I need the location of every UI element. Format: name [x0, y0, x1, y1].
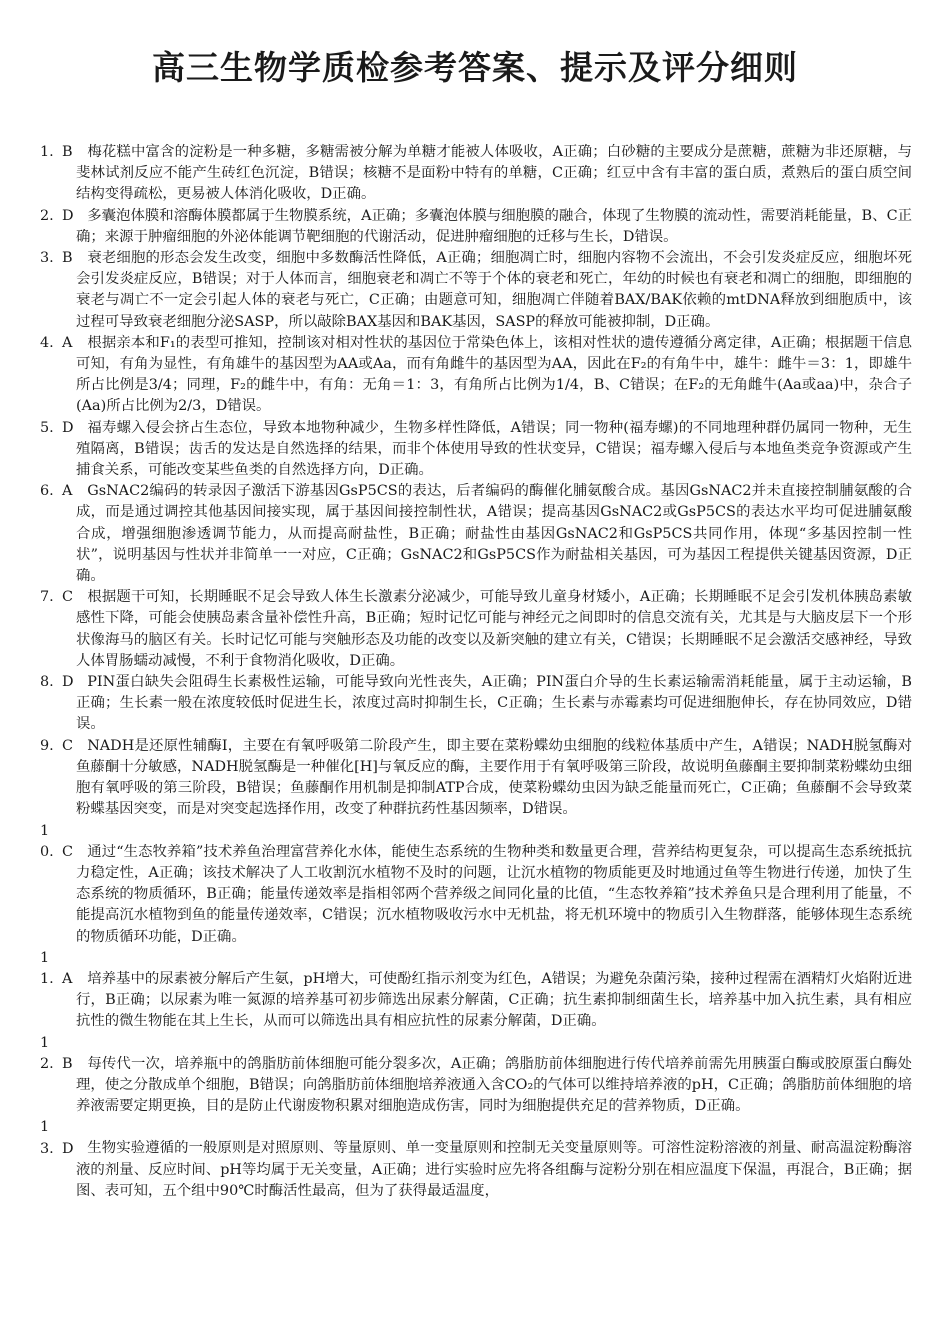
question-number: 2. — [40, 207, 54, 224]
explanation-text: 通过“生态牧养箱”技术养鱼治理富营养化水体，能使生态系统的生物种类和数量更合理，营养结构更复杂，可以提高生态系统抵抗力稳定性，A正确；该技术解决了人工收割沉水植物不及时的问题，让沉水植物的物质能更及时地通过鱼等生物进行传递，加快了生态系统的物质循环，B正确；能量传递效率是指相邻两个营养级之间同化量的比值，“生态牧养箱”技术养鱼只是合理利用了能量，不能提高沉水植物到鱼的能量传递效率，C错误；沉水植物吸收污水中无机盐，将无机环境中的物质引入生物群落，能够体现生态系统的物质循环功能，D正确。 — [76, 843, 912, 945]
explanation-text: 生物实验遵循的一般原则是对照原则、等量原则、单一变量原则和控制无关变量原则等。可溶性淀粉溶液的剂量、耐高温淀粉酶溶液的剂量、反应时间、pH等均属于无关变量，A正确；进行实验时应先将各组酶与淀粉分别在相应温度下保温，再混合，B正确；据图、表可知，五个组中90℃时酶活性最高，但为了获得最适温度， — [76, 1140, 912, 1199]
answer-letter: B — [62, 250, 73, 267]
explanation-text: 福寿螺入侵会挤占生态位，导致本地物种减少，生物多样性降低，A错误；同一物种(福寿螺)的不同地理种群仍属同一物种，无生殖隔离，B错误；齿舌的发达是自然选择的结果，而非个体使用导致的性状变异，C错误；福寿螺入侵后与本地鱼类竞争资源或产生捕食关系，可能改变某些鱼类的自然选择方向，D正确。 — [76, 419, 912, 479]
explanation-text: 衰老细胞的形态会发生改变，细胞中多数酶活性降低，A正确；细胞凋亡时，细胞内容物不会流出，不会引发炎症反应，细胞坏死会引发炎症反应，B错误；对于人体而言，细胞衰老和凋亡不等于个体的衰老和死亡，年幼的时候也有衰老和凋亡的细胞，即细胞的衰老与凋亡不一定会引起人体的衰老与死亡，C正确；由题意可知，细胞凋亡伴随着BAX/BAK依赖的mtDNA释放到细胞质中，该过程可导致衰老细胞分泌SASP，所以敲除BAX基因和BAK基因，SASP的释放可能被抑制，D正确。 — [76, 250, 912, 330]
answer-item — [40, 1117, 912, 1202]
answer-item — [40, 248, 912, 333]
answer-letter: D — [62, 674, 74, 691]
answer-letter: D — [62, 1140, 74, 1157]
explanation-text: 梅花糕中富含的淀粉是一种多糖，多糖需被分解为单糖才能被人体吸收，A正确；白砂糖的主要成分是蔗糖，蔗糖为非还原糖，与斐林试剂反应不能产生砖红色沉淀，B错误；核糖不是面粉中特有的单糖，C正确；红豆中含有丰富的蛋白质，煮熟后的蛋白质空间结构变得疏松，更易被人体消化吸收，D正确。 — [76, 144, 912, 203]
answer-item — [40, 672, 912, 736]
question-number: 10. — [40, 822, 54, 860]
answer-letter: C — [62, 589, 74, 606]
answer-item — [40, 206, 912, 248]
answer-item — [40, 1033, 912, 1118]
question-number: 3. — [40, 250, 54, 267]
explanation-text: 每传代一次，培养瓶中的鸽脂肪前体细胞可能分裂多次，A正确；鸽脂肪前体细胞进行传代培养前需先用胰蛋白酶或胶原蛋白酶处理，使之分散成单个细胞，B错误；向鸽脂肪前体细胞培养液通入含CO₂的气体可以维持培养液的pH，C正确；鸽脂肪前体细胞的培养液需要定期更换，目的是防止代谢废物积累对细胞造成伤害，同时为细胞提供充足的营养物质，D正确。 — [76, 1055, 912, 1115]
explanation-text: PIN蛋白缺失会阻碍生长素极性运输，可能导致向光性丧失，A正确；PIN蛋白介导的生长素运输需消耗能量，属于主动运输，B正确；生长素一般在浓度较低时促进生长，浓度过高时抑制生长，C正确；生长素与赤霉素均可促进细胞伸长，存在协同效应，D错误。 — [76, 674, 912, 733]
explanation-text: NADH是还原性辅酶Ⅰ，主要在有氧呼吸第二阶段产生，即主要在菜粉蝶幼虫细胞的线粒体基质中产生，A错误；NADH脱氢酶对鱼藤酮十分敏感，NADH脱氢酶是一种催化[H]与氧反应的酶，主要作用于有氧呼吸第三阶段，故说明鱼藤酮主要抑制菜粉蝶幼虫细胞有氧呼吸的第三阶段，B错误；鱼藤酮作用机制是抑制ATP合成，使菜粉蝶幼虫因为缺乏能量而死亡，C正确；鱼藤酮不会导致菜粉蝶基因突变，而是对突变起选择作用，改变了种群抗药性基因频率，D错误。 — [76, 737, 912, 818]
question-number: 11. — [40, 949, 54, 987]
explanation-text: 根据亲本和F₁的表型可推知，控制该对相对性状的基因位于常染色体上，该相对性状的遗传遵循分离定律，A正确；根据题干信息可知，有角为显性，有角雄牛的基因型为AA或Aa，而有角雌牛的基因型为AA，因此在F₂的有角牛中，雄牛：雌牛＝3：1，即雄牛所占比例是3/4；同理，F₂的雌牛中，有角：无角＝1：3，有角所占比例为1/4，B、C错误；在F₂的无角雌牛(Aa或aa)中，杂合子(Aa)所占比例为2/3，D错误。 — [76, 334, 912, 415]
answer-letter: B — [62, 1055, 73, 1072]
answer-item — [40, 481, 912, 587]
question-number: 5. — [40, 419, 54, 436]
question-number: 9. — [40, 737, 54, 754]
question-number: 1. — [40, 144, 54, 160]
answer-item — [40, 142, 912, 206]
answer-letter: A — [62, 970, 73, 987]
answer-list — [40, 142, 912, 1202]
question-number: 4. — [40, 334, 54, 351]
explanation-text: 培养基中的尿素被分解后产生氨，pH增大，可使酚红指示剂变为红色，A错误；为避免杂菌污染，接种过程需在酒精灯火焰附近进行，B正确；以尿素为唯一氮源的培养基可初步筛选出尿素分解菌，C正确；抗生素抑制细菌生长，培养基中加入抗生素，具有相应抗性的微生物能在其上生长，从而可以筛选出具有相应抗性的尿素分解菌，D正确。 — [76, 970, 912, 1030]
answer-item — [40, 418, 912, 482]
explanation-text: 多囊泡体膜和溶酶体膜都属于生物膜系统，A正确；多囊泡体膜与细胞膜的融合，体现了生物膜的流动性，需要消耗能量，B、C正确；来源于肿瘤细胞的外泌体能调节靶细胞的代谢活动，促进肿瘤细胞的迁移与生长，D错误。 — [76, 207, 912, 245]
explanation-text: 根据题干可知，长期睡眠不足会导致人体生长激素分泌减少，可能导致儿童身材矮小，A正确；长期睡眠不足会引发机体胰岛素敏感性下降，可能会使胰岛素含量补偿性升高，B正确；短时记忆可能与神经元之间即时的信息交流有关，尤其是与大脑皮层下一个形状像海马的脑区有关。长时记忆可能与突触形态及功能的改变以及新突触的建立有关，C错误；长期睡眠不足会激活交感神经，导致人体胃肠蠕动减慢，不利于食物消化吸收，D正确。 — [76, 589, 912, 669]
question-number: 8. — [40, 674, 54, 691]
answer-item — [40, 587, 912, 672]
answer-letter: A — [62, 334, 73, 351]
explanation-text: GsNAC2编码的转录因子激活下游基因GsP5CS的表达，后者编码的酶催化脯氨酸合成。基因GsNAC2并未直接控制脯氨酸的合成，而是通过调控其他基因间接实现，属于基因间接控制性状，A错误；提高基因GsNAC2或GsP5CS的表达水平均可促进脯氨酸合成，增强细胞渗透调节能力，从而提高耐盐性，B正确；耐盐性由基因GsNAC2和GsP5CS共同作用，体现“多基因控制一性状”，说明基因与性状并非简单一一对应，C正确；GsNAC2和GsP5CS作为耐盐相关基因，可为基因工程提供关键基因资源，D正确。 — [76, 483, 912, 585]
answer-letter: A — [62, 483, 73, 500]
answer-item — [40, 948, 912, 1033]
page-title: 高三生物学质检参考答案、提示及评分细则 — [152, 48, 798, 87]
question-number: 6. — [40, 483, 54, 500]
question-number: 7. — [40, 589, 54, 606]
question-number: 12. — [40, 1034, 54, 1072]
answer-letter: D — [62, 207, 74, 224]
answer-letter: D — [62, 419, 74, 436]
question-number: 13. — [40, 1119, 54, 1157]
answer-letter: B — [62, 144, 73, 160]
answer-item — [40, 821, 912, 948]
answer-letter: C — [62, 737, 74, 754]
answer-item — [40, 736, 912, 821]
answer-item — [40, 333, 912, 418]
answer-letter: C — [62, 843, 74, 860]
